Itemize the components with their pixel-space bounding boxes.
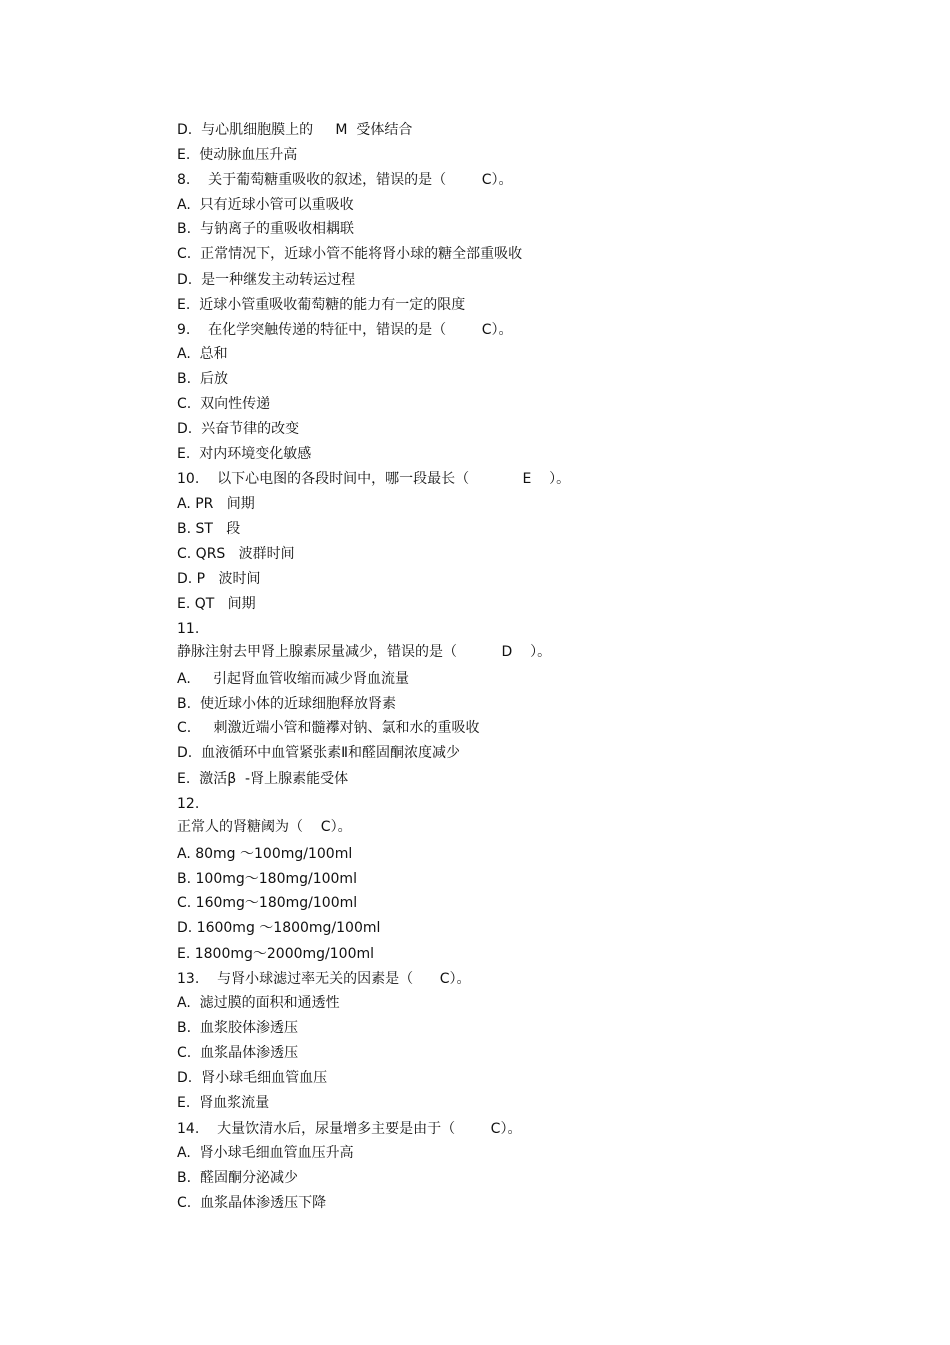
option-c-q13: C. 血浆晶体渗透压: [177, 1045, 299, 1061]
option-b-q11: B. 使近球小体的近球细胞释放肾素: [177, 696, 396, 712]
option-a-q9: A. 总和: [177, 346, 228, 362]
option-a-q11: A. 引起肾血管收缩而减少肾血流量: [177, 671, 410, 687]
question-8: 8. 关于葡萄糖重吸收的叙述，错误的是（ C）。: [177, 172, 513, 188]
question-11: 静脉注射去甲肾上腺素尿量减少，错误的是（ D ）。: [177, 644, 552, 660]
option-d-q11: D. 血液循环中血管紧张素Ⅱ和醛固酮浓度减少: [177, 745, 461, 761]
option-d-q12: D. 1600mg ～1800mg/100ml: [177, 920, 381, 936]
option-b-q9: B. 后放: [177, 371, 228, 387]
option-e-q9: E. 对内环境变化敏感: [177, 446, 312, 462]
option-b-q10: B. ST 段: [177, 521, 241, 537]
option-c-q10: C. QRS 波群时间: [177, 546, 295, 562]
option-c-q11: C. 刺激近端小管和髓襻对钠、氯和水的重吸收: [177, 720, 480, 736]
option-a-q13: A. 滤过膜的面积和通透性: [177, 995, 340, 1011]
question-10: 10. 以下心电图的各段时间中，哪一段最长（ E ）。: [177, 471, 571, 487]
option-c-q9: C. 双向性传递: [177, 396, 271, 412]
option-d-q10: D. P 波时间: [177, 571, 261, 587]
option-e-q13: E. 肾血浆流量: [177, 1095, 270, 1111]
option-b-q8: B. 与钠离子的重吸收相耦联: [177, 221, 354, 237]
option-a-q12: A. 80mg ～100mg/100ml: [177, 846, 353, 862]
option-d-q8: D. 是一种继发主动转运过程: [177, 272, 356, 288]
option-e-q12: E. 1800mg～2000mg/100ml: [177, 946, 375, 962]
option-a-q8: A. 只有近球小管可以重吸收: [177, 197, 354, 213]
question-12-number: 12.: [177, 796, 200, 812]
option-d-q13: D. 肾小球毛细血管血压: [177, 1070, 328, 1086]
question-11-number: 11.: [177, 621, 200, 637]
option-d-q7: D. 与心肌细胞膜上的 M 受体结合: [177, 122, 413, 138]
option-a-q10: A. PR 间期: [177, 496, 255, 512]
option-c-q8: C. 正常情况下，近球小管不能将肾小球的糖全部重吸收: [177, 246, 523, 262]
option-e-q8: E. 近球小管重吸收葡萄糖的能力有一定的限度: [177, 297, 466, 313]
option-e-q7: E. 使动脉血压升高: [177, 147, 298, 163]
option-b-q12: B. 100mg～180mg/100ml: [177, 871, 357, 887]
question-9: 9. 在化学突触传递的特征中，错误的是（ C）。: [177, 322, 513, 338]
option-e-q10: E. QT 间期: [177, 596, 256, 612]
option-d-q9: D. 兴奋节律的改变: [177, 421, 300, 437]
option-c-q12: C. 160mg～180mg/100ml: [177, 895, 358, 911]
option-e-q11: E. 激活β -肾上腺素能受体: [177, 771, 349, 787]
option-a-q14: A. 肾小球毛细血管血压升高: [177, 1145, 354, 1161]
question-12: 正常人的肾糖阈为（ C）。: [177, 819, 352, 835]
option-b-q14: B. 醛固酮分泌减少: [177, 1170, 298, 1186]
option-b-q13: B. 血浆胶体渗透压: [177, 1020, 298, 1036]
question-14: 14. 大量饮清水后，尿量增多主要是由于（ C）。: [177, 1121, 522, 1137]
option-c-q14: C. 血浆晶体渗透压下降: [177, 1195, 327, 1211]
question-13: 13. 与肾小球滤过率无关的因素是（ C）。: [177, 971, 471, 987]
